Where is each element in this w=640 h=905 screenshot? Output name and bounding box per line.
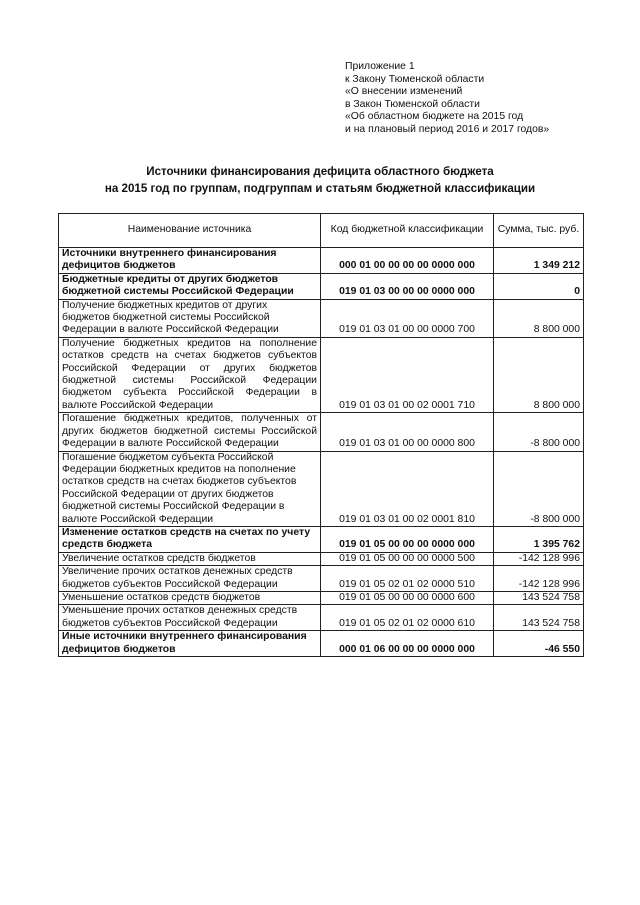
row-sum: 143 524 758	[494, 591, 584, 604]
table-row	[59, 526, 584, 552]
table-row	[59, 552, 584, 565]
row-sum: 1 395 762	[494, 526, 584, 552]
row-sum: 8 800 000	[494, 337, 584, 412]
appendix-line: к Закону Тюменской области	[345, 73, 485, 85]
row-code: 000 01 06 00 00 00 0000 000	[321, 631, 494, 657]
header-sum: Сумма, тыс. руб.	[494, 214, 584, 248]
title-line-1: Источники финансирования дефицита областного бюджета	[146, 165, 494, 178]
table-row	[59, 273, 584, 299]
row-name: Погашение бюджетных кредитов, полученных от других бюджетов бюджетной системы Российской Федерации в валюте Российской Федерации	[59, 413, 321, 451]
appendix-line: и на плановый период 2016 и 2017 годов»	[345, 123, 550, 135]
appendix-line: «О внесении изменений	[345, 86, 463, 98]
table-row	[59, 451, 584, 526]
table-row	[59, 413, 584, 451]
document-title	[30, 163, 610, 197]
row-name: Источники внутреннего финансирования дефицитов бюджетов	[59, 248, 321, 274]
row-name: Получение бюджетных кредитов от других бюджетов бюджетной системы Российской Федерации в валюте Российской Федерации	[59, 299, 321, 337]
header-code: Код бюджетной классификации	[321, 214, 494, 248]
row-sum: -142 128 996	[494, 552, 584, 565]
table-header-row	[59, 214, 584, 248]
row-sum: 0	[494, 273, 584, 299]
row-code: 019 01 03 01 00 00 0000 700	[321, 299, 494, 337]
header-name: Наименование источника	[59, 214, 321, 248]
row-name: Увеличение остатков средств бюджетов	[59, 552, 321, 565]
row-code: 019 01 03 00 00 00 0000 000	[321, 273, 494, 299]
row-name: Увеличение прочих остатков денежных средств бюджетов субъектов Российской Федерации	[59, 566, 321, 592]
row-sum: 8 800 000	[494, 299, 584, 337]
row-sum: 1 349 212	[494, 248, 584, 274]
row-code: 019 01 05 00 00 00 0000 000	[321, 526, 494, 552]
row-code: 019 01 05 00 00 00 0000 600	[321, 591, 494, 604]
row-name: Бюджетные кредиты от других бюджетов бюджетной системы Российской Федерации	[59, 273, 321, 299]
row-code: 019 01 05 02 01 02 0000 510	[321, 566, 494, 592]
table-row	[59, 566, 584, 592]
appendix-line: в Закон Тюменской области	[345, 98, 480, 110]
appendix-note	[345, 61, 549, 137]
row-name: Иные источники внутреннего финансирования дефицитов бюджетов	[59, 631, 321, 657]
title-line-2: на 2015 год по группам, подгруппам и статьям бюджетной классификации	[104, 182, 536, 195]
row-code: 019 01 05 00 00 00 0000 500	[321, 552, 494, 565]
row-name: Уменьшение прочих остатков денежных средств бюджетов субъектов Российской Федерации	[59, 605, 321, 631]
row-code: 000 01 00 00 00 00 0000 000	[321, 248, 494, 274]
table-row	[59, 631, 584, 657]
row-code: 019 01 03 01 00 00 0000 800	[321, 413, 494, 451]
row-sum: -8 800 000	[494, 413, 584, 451]
row-sum: 143 524 758	[494, 605, 584, 631]
row-code: 019 01 03 01 00 02 0001 810	[321, 451, 494, 526]
table-row	[59, 337, 584, 412]
row-sum: -8 800 000	[494, 451, 584, 526]
row-name: Погашение бюджетом субъекта Российской Федерации бюджетных кредитов на пополнение остатков средств на счетах бюджетов субъектов Российской Федерации от других бюджетов бюджетной системы Российской Федерации в валюте Российской Федерации	[59, 451, 321, 526]
row-name: Уменьшение остатков средств бюджетов	[59, 591, 321, 604]
appendix-line: «Об областном бюджете на 2015 год	[345, 111, 524, 123]
table-row	[59, 591, 584, 604]
financing-sources-table	[58, 213, 584, 657]
row-name: Изменение остатков средств на счетах по учету средств бюджета	[59, 526, 321, 552]
row-code: 019 01 03 01 00 02 0001 710	[321, 337, 494, 412]
appendix-line: Приложение 1	[345, 61, 415, 72]
row-code: 019 01 05 02 01 02 0000 610	[321, 605, 494, 631]
row-sum: -142 128 996	[494, 566, 584, 592]
row-name: Получение бюджетных кредитов на пополнение остатков средств на счетах бюджетов субъектов Российской Федерации от других бюджетов бюджетной системы Российской Федерации бюджетом субъекта Российской Федерации в валюте Российской Федерации	[59, 337, 321, 412]
row-sum: -46 550	[494, 631, 584, 657]
table-row	[59, 299, 584, 337]
table-row	[59, 605, 584, 631]
table-row	[59, 248, 584, 274]
